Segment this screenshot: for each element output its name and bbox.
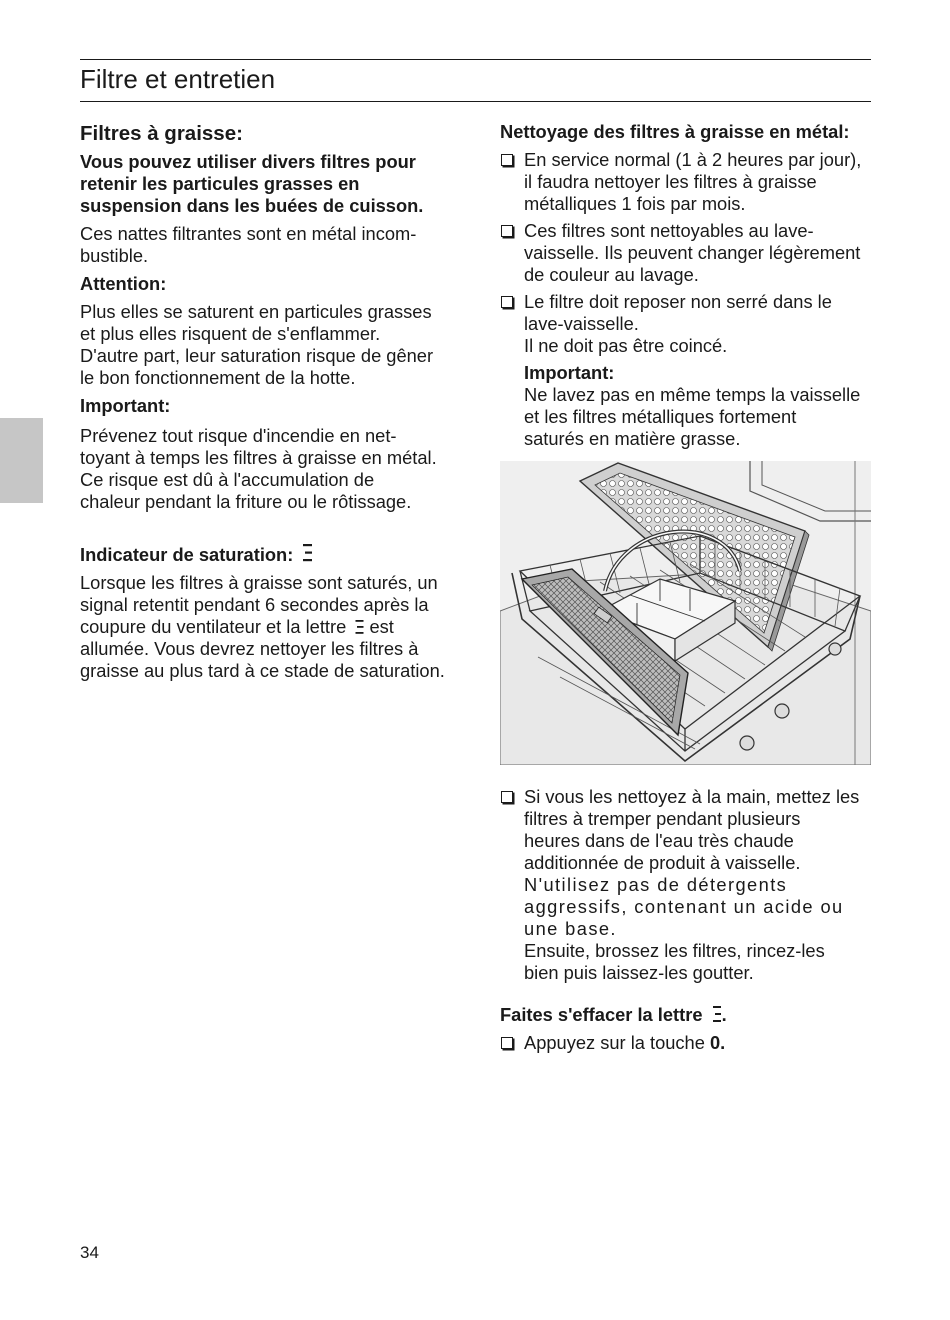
metal-filter-cleaning-heading: Nettoyage des filtres à graisse en métal: [500, 121, 850, 142]
chapter-tab-marker [0, 418, 43, 503]
attention-text: Plus elles se saturent en particules grasses et plus elles risquent de s'enflammer. D'autre part, leur saturation risque de gêner le bon fonctionnement de la hotte. [80, 301, 434, 388]
key-label: 0. [710, 1032, 726, 1053]
checkbox-bullet-icon [501, 154, 513, 166]
page-title: Filtre et entretien [80, 64, 276, 94]
grease-filters-heading: Filtres à graisse: [80, 122, 243, 145]
reset-indicator-heading: Faites s'effacer la lettre . [500, 1004, 727, 1025]
checkbox-bullet-icon [501, 791, 513, 803]
bullet-cleaning-frequency: En service normal (1 à 2 heures par jour), il faudra nettoyer les filtres à graisse métalliques 1 fois par mois. [500, 149, 874, 215]
attention-heading: Attention: [80, 273, 167, 294]
page-number: 34 [80, 1243, 99, 1262]
header-rule-bottom [80, 101, 871, 102]
checkbox-bullet-icon [501, 225, 513, 237]
left-column [80, 121, 460, 688]
saturation-letter-icon [712, 1005, 722, 1023]
filter-material-text: Ces nattes filtrantes sont en métal incom- bustible. [80, 223, 417, 266]
right-column [500, 121, 874, 1059]
checkbox-bullet-icon [501, 296, 513, 308]
saturation-text: Lorsque les filtres à graisse sont saturés, un signal retentit pendant 6 secondes après la coupure du ventilateur et la lettre est allumée. Vous devrez nettoyer les filtres à graisse au plus tard à ce stade de saturation. [80, 572, 445, 681]
saturation-indicator-heading: Indicateur de saturation: [80, 543, 460, 566]
bullet-loose-placement: Le filtre doit reposer non serré dans le lave-vaisselle. Il ne doit pas être coincé. [500, 291, 874, 357]
bullet-hand-washing: Si vous les nettoyez à la main, mettez les filtres à tremper pendant plusieurs heures dans de l'eau très chaude additionnée de produit à vaisselle. N'utilisez pas de détergents aggressifs, contenant un acide ou une base. Ensuite, brossez les filtres, rincez-les bien puis laissez-les goutter. [500, 786, 874, 984]
important-heading-right: Important: [524, 362, 615, 383]
bullet-press-key: Appuyez sur la touche 0. [500, 1032, 874, 1054]
checkbox-bullet-icon [501, 1037, 513, 1049]
saturation-indicator-icon [302, 543, 313, 563]
header-rule-top [80, 59, 871, 60]
important-note-right: Important: Ne lavez pas en même temps la vaisselle et les filtres métalliques fortement saturés en matière grasse. [500, 362, 874, 450]
fire-risk-text: Prévenez tout risque d'incendie en net- toyant à temps les filtres à graisse en métal. Ce risque est dû à l'accumulation de chaleur pendant la friture ou le rôtissage. [80, 425, 437, 512]
bullet-dishwasher-safe: Ces filtres sont nettoyables au lave- vaisselle. Ils peuvent changer légèrement de couleur au lavage. [500, 220, 874, 286]
important-heading-left: Important: [80, 395, 171, 416]
grease-filters-intro: Vous pouvez utiliser divers filtres pour retenir les particules grasses en suspension dans les buées de cuisson. [80, 151, 424, 216]
saturation-letter-icon [355, 619, 364, 635]
dishwasher-basket-illustration [500, 461, 871, 765]
